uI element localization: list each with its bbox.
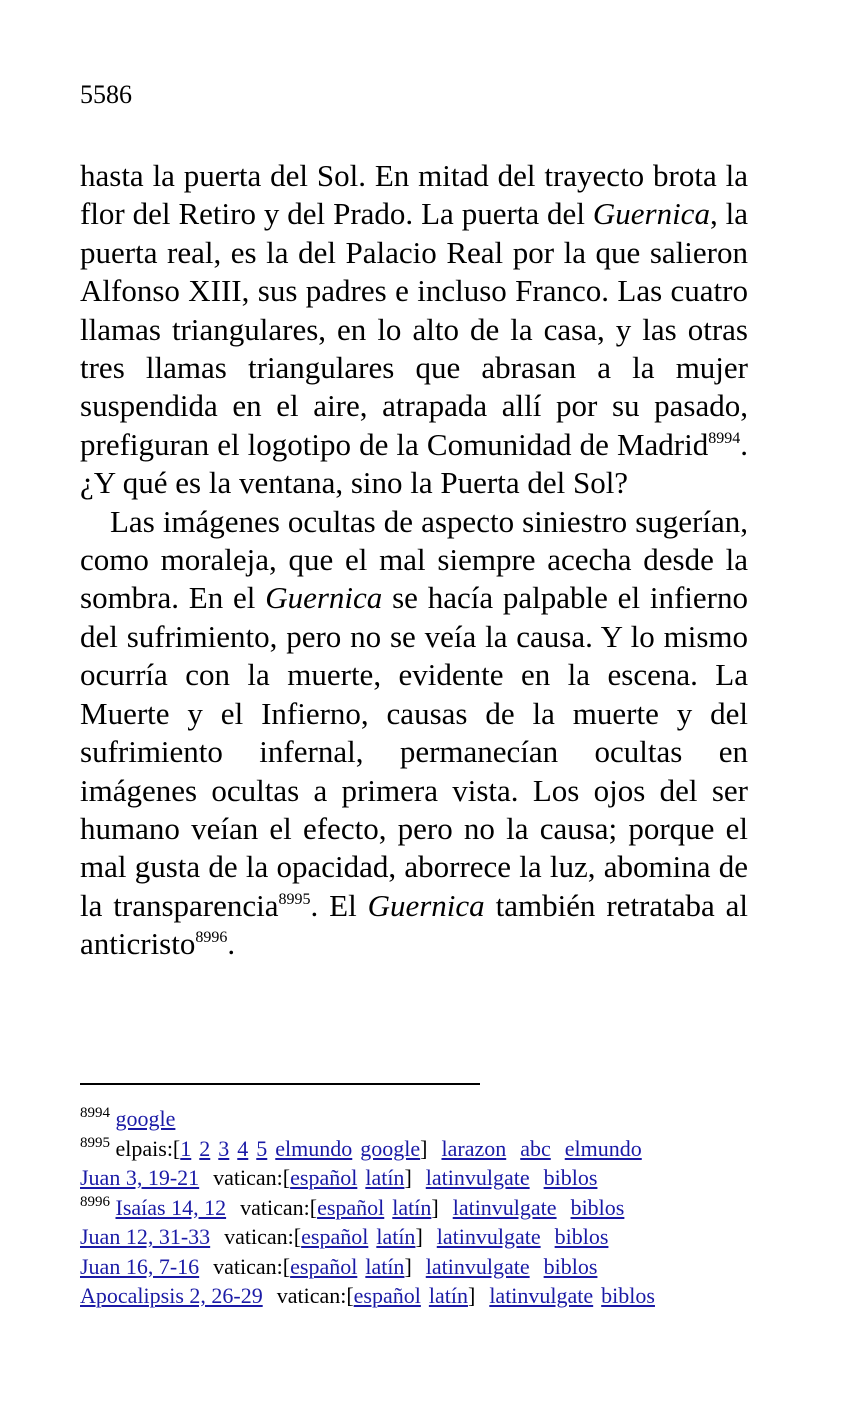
vatican-latin-link[interactable]: latín <box>365 1165 405 1190</box>
bible-ref-link[interactable]: Juan 16, 7-16 <box>80 1253 200 1279</box>
biblos-link[interactable]: biblos <box>601 1283 655 1308</box>
link-elpais-2[interactable]: 2 <box>199 1135 211 1161</box>
biblos-link[interactable]: biblos <box>543 1165 598 1190</box>
vatican-latin-link[interactable]: latín <box>376 1224 416 1249</box>
paragraph-1: hasta la puerta del Sol. En mitad del trayecto brota la flor del Retiro y del Prado. La puerta del Guernica, la puerta real, es la del Palacio Real por la que salieron Alfonso XIII, sus padres e incluso Franco. Las cuatro llamas triangulares, en lo alto de la casa, y las otras tres llamas triangulares que abrasan a la mujer suspendida en el aire, atrapada allí por su pasado, prefiguran el logotipo de la Comunidad de Madrid$^{8994}$. ¿Y qué es la ventana, sino la Puerta del Sol? <box>80 158 748 501</box>
bible-ref-line: Juan 16, 7-16 vatican:[español latín] latinvulgate biblos <box>80 1253 598 1279</box>
link-elpais-3[interactable]: 3 <box>218 1135 230 1161</box>
link-larazon[interactable]: larazon <box>441 1135 507 1161</box>
main-text <box>80 157 748 964</box>
vatican-latin-link[interactable]: latín <box>392 1194 432 1220</box>
link-elpais-elmundo[interactable]: elmundo <box>275 1135 353 1161</box>
biblos-link[interactable]: biblos <box>570 1194 625 1220</box>
link-elpais-google[interactable]: google <box>360 1135 421 1161</box>
link-google[interactable]: google <box>115 1106 176 1131</box>
footnote-ref: 8995 <box>278 890 311 908</box>
footnote-8996: $^{8996}$ Isaías 14, 12 vatican:[español latín] latinvulgate biblos <box>80 1193 625 1220</box>
latinvulgate-link[interactable]: latinvulgate <box>436 1224 541 1249</box>
footnote-ref: 8996 <box>195 929 228 947</box>
link-elpais-4[interactable]: 4 <box>237 1135 249 1161</box>
bible-ref-link[interactable]: Apocalipsis 2, 26-29 <box>80 1283 263 1308</box>
link-elmundo[interactable]: elmundo <box>564 1135 642 1161</box>
link-elpais-5[interactable]: 5 <box>256 1135 268 1161</box>
bible-ref-line: Juan 3, 19-21 vatican:[español latín] latinvulgate biblos <box>80 1165 598 1190</box>
link-elpais-1[interactable]: 1 <box>180 1135 192 1161</box>
latinvulgate-link[interactable]: latinvulgate <box>489 1283 594 1308</box>
vatican-latin-link[interactable]: latín <box>428 1283 468 1308</box>
vatican-espanol-link[interactable]: español <box>290 1165 358 1190</box>
footnote-8995: $^{8995}$ elpais:[1 2 3 4 5 elmundo google] larazon abc elmundo <box>80 1134 642 1161</box>
footnote-ref: 8994 <box>708 429 741 447</box>
italic-title: Guernica <box>592 196 710 232</box>
biblos-link[interactable]: biblos <box>543 1253 598 1279</box>
italic-title: Guernica <box>367 887 485 923</box>
page-number: 5586 <box>80 80 132 109</box>
vatican-espanol-link[interactable]: español <box>290 1253 358 1279</box>
latinvulgate-link[interactable]: latinvulgate <box>452 1194 557 1220</box>
latinvulgate-link[interactable]: latinvulgate <box>425 1253 530 1279</box>
vatican-espanol-link[interactable]: español <box>317 1194 385 1220</box>
vatican-latin-link[interactable]: latín <box>365 1253 405 1279</box>
footnotes <box>80 1104 780 1311</box>
latinvulgate-link[interactable]: latinvulgate <box>425 1165 530 1190</box>
vatican-espanol-link[interactable]: español <box>301 1224 369 1249</box>
footnote-divider <box>80 1083 480 1085</box>
italic-title: Guernica <box>265 580 383 616</box>
link-abc[interactable]: abc <box>520 1135 551 1161</box>
bible-ref-line: Juan 12, 31-33 vatican:[español latín] latinvulgate biblos <box>80 1224 609 1249</box>
bible-ref-link[interactable]: Isaías 14, 12 <box>115 1194 227 1220</box>
bible-ref-line: Apocalipsis 2, 26-29 vatican:[español latín] latinvulgate biblos <box>80 1283 655 1308</box>
paragraph-2: Las imágenes ocultas de aspecto siniestro sugerían, como moraleja, que el mal siempre acecha desde la sombra. En el Guernica se hacía palpable el infierno del sufrimiento, pero no se veía la causa. Y lo mismo ocurría con la muerte, evidente en la escena. La Muerte y el Infierno, causas de la muerte y del sufrimiento infernal, permanecían ocultas en imágenes ocultas a primera vista. Los ojos del ser humano veían el efecto, pero no la causa; porque el mal gusta de la opacidad, aborrece la luz, abomina de la transparencia$^{8995}$. El Guernica también retrataba al anticristo$^{8996}$. <box>80 503 748 962</box>
footnote-8994: $^{8994}$ google <box>80 1105 176 1131</box>
vatican-espanol-link[interactable]: español <box>353 1283 421 1308</box>
bible-ref-link[interactable]: Juan 3, 19-21 <box>80 1165 200 1190</box>
bible-ref-link[interactable]: Juan 12, 31-33 <box>80 1224 211 1249</box>
biblos-link[interactable]: biblos <box>554 1224 609 1249</box>
